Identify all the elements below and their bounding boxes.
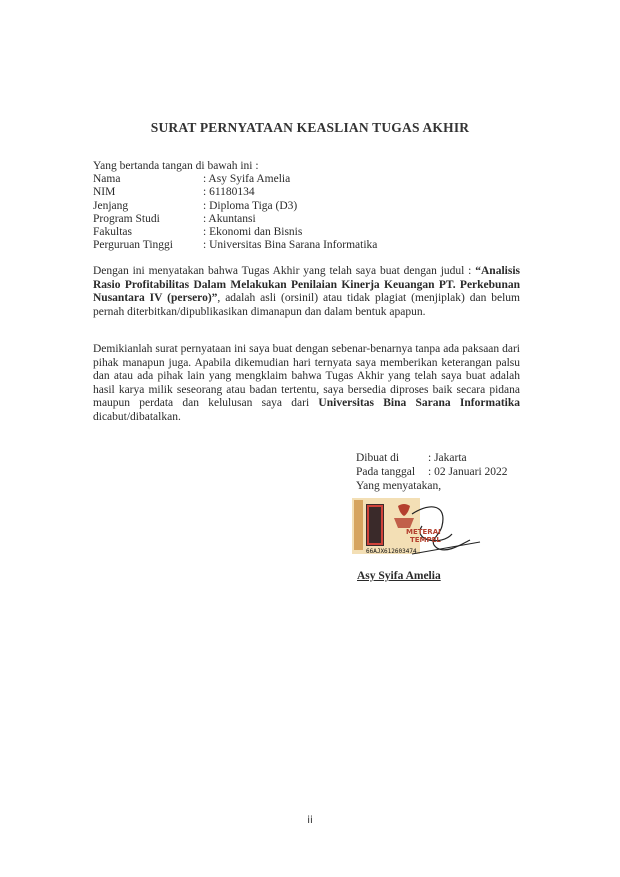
identity-fields (93, 173, 377, 253)
stamp-serial: 66AJX612603474 (366, 548, 417, 555)
signer-name: Asy Syifa Amelia (357, 570, 441, 582)
institution-name: Universitas Bina Sarana Informatika (318, 397, 520, 410)
statement-paragraph (93, 265, 520, 319)
intro-text: Yang bertanda tangan di bawah ini : (93, 160, 259, 172)
signature-block (356, 452, 508, 493)
date-value: : 02 Januari 2022 (428, 465, 508, 478)
field-value: : Asy Syifa Amelia (203, 173, 291, 185)
place-value: : Jakarta (428, 452, 467, 464)
document-title: SURAT PERNYATAAN KEASLIAN TUGAS AKHIR (150, 120, 470, 135)
statement-lead: Dengan ini menyatakan bahwa Tugas Akhir yang telah saya buat dengan judul : (93, 265, 472, 277)
declaration-paragraph (93, 343, 520, 425)
field-value: : Akuntansi (203, 212, 256, 225)
stamp-border-strip (354, 500, 363, 550)
declaration-text: Demikianlah surat pernyataan ini saya buat dengan sebenar-benarnya tanpa ada paksaan dari pihak manapun juga. Apabila dikemudian hari ternyata saya memberikan keterangan palsu dan atau ada pihak lain yang mengklaim bahwa Tugas Akhir yang telah saya buat adalah hasil karya milik seseorang atau badan tertentu, saya bersedia diproses baik secara pidana maupun perdata dan kelulusan saya dari (93, 343, 520, 410)
field-value: : Diploma Tiga (D3) (203, 199, 298, 212)
field-value: : Ekonomi dan Bisnis (203, 226, 303, 239)
place-label: Dibuat di (356, 452, 400, 464)
field-row-perguruan-tinggi (93, 239, 377, 252)
field-label: NIM (93, 186, 116, 199)
place-row (356, 452, 508, 466)
date-label: Pada tanggal (356, 465, 416, 478)
declaration-tail: dicabut/dibatalkan. (93, 410, 181, 423)
meterai-stamp-graphic (352, 496, 482, 566)
field-row-program-studi (93, 213, 377, 226)
thesis-title: “Analisis Rasio Profitabilitas Dalam Melakukan Penilaian Kinerja Keuangan PT. Perkebunan Nusantara IV (persero)” (93, 265, 520, 305)
field-value: : 61180134 (203, 186, 255, 199)
field-label: Jenjang (93, 199, 129, 212)
field-row-jenjang (93, 200, 377, 213)
field-label: Program Studi (93, 212, 160, 225)
page-number: ii (307, 815, 313, 826)
field-label: Fakultas (93, 226, 132, 239)
stamp-text-tempel: TEMPEL (410, 536, 441, 544)
field-value: : Universitas Bina Sarana Informatika (203, 239, 378, 252)
field-label: Perguruan Tinggi (93, 239, 173, 252)
meterai-stamp (352, 496, 482, 566)
statement-rest: , adalah asli (orsinil) atau tidak plagiat (menjiplak) dan belum pernah diterbitkan/dipublikasikan dimanapun dan dalam bentuk apapun. (93, 292, 520, 318)
stamp-text-meterai: METERAI (406, 528, 441, 536)
field-row-nama (93, 173, 377, 186)
date-row (356, 466, 508, 480)
field-row-nim (93, 186, 377, 199)
field-row-fakultas (93, 226, 377, 239)
field-label: Nama (93, 173, 121, 185)
closing-text: Yang menyatakan, (356, 479, 442, 492)
